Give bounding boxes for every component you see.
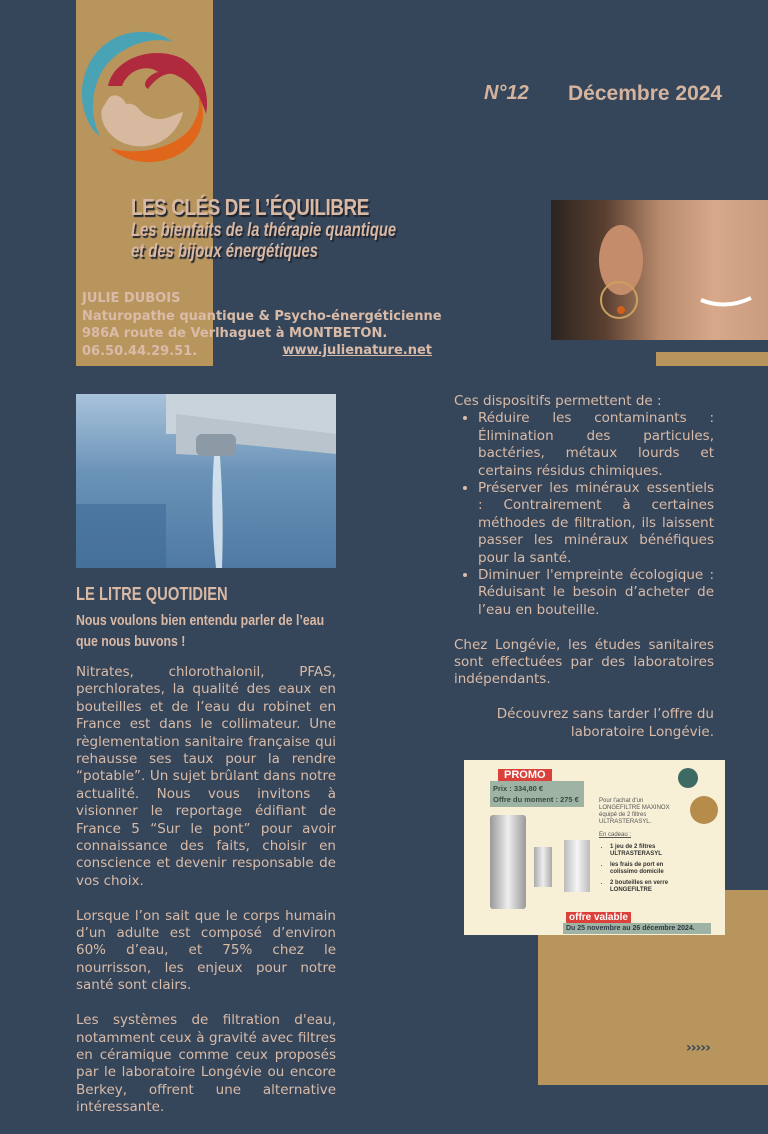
subtitle-line: Les bienfaits de la thérapie quantique — [131, 220, 397, 241]
portrait-photo — [551, 200, 768, 340]
paragraph — [76, 664, 336, 890]
gift-label: En cadeau : — [599, 832, 632, 838]
text: Découvrez sans tarder l’offre du — [496, 706, 714, 723]
contact-role: Naturopathe quantique & Psycho-énergéticienne — [82, 308, 442, 324]
article-subheading: Nous voulons bien entendu parler de l’eau que nous buvons ! — [76, 612, 325, 650]
next-page-chevrons[interactable]: ››››› — [686, 1040, 710, 1056]
ornament-icon — [678, 768, 698, 788]
article-right-column — [454, 393, 714, 741]
portrait-illustration — [551, 200, 768, 340]
gift-item: • 1 jeu de 2 filtres ULTRASTERASYL — [610, 844, 690, 858]
article-left-column — [76, 664, 336, 1134]
price-box — [490, 781, 584, 807]
sur-le-pont-link[interactable]: “Sur le pont” — [150, 820, 251, 837]
list-item: • Préserver les minéraux essentiels : Contrairement à certaines méthodes de filtration, ils laissent passer les minéraux bénéfiques pour la santé. — [478, 480, 714, 567]
contact-phone: 06.50.44.29.51. — [82, 343, 198, 359]
list-intro: Ces dispositifs permettent de : — [454, 393, 662, 409]
paragraph: Lorsque l’on sait que le corps humain d’un adulte est composé d’environ 60% d’eau, et 75% chez le nourrisson, les enjeux pour notre santé sont clairs. — [76, 907, 336, 994]
gift-item: • les frais de port en colissimo domicile — [610, 862, 690, 876]
list-item: • Diminuer l'empreinte écologique : Réduisant le besoin d’acheter de l’eau en bouteille. — [478, 567, 714, 619]
gold-accent-bar — [656, 352, 768, 366]
filter-cartridges-icon — [534, 847, 552, 887]
contact-address: 986A route de Verlhaguet à MONTBETON. — [82, 326, 388, 341]
ornament-icon — [690, 796, 718, 824]
issue-date: Décembre 2024 — [568, 82, 723, 105]
water-tap-photo — [76, 394, 336, 568]
glass-bottles-icon — [564, 840, 590, 892]
benefits-list — [478, 410, 714, 619]
longevie-link[interactable]: laboratoire Longévie — [570, 723, 710, 740]
promo-badge: PROMO — [498, 769, 552, 781]
issue-number: N°12 — [484, 82, 529, 104]
subtitle-line: et des bijoux énergétiques — [131, 241, 318, 262]
old-price: Prix : 334,80 € — [493, 784, 544, 793]
text: . — [709, 723, 714, 740]
paragraph: Les systèmes de filtration d'eau, notamment ceux à gravité avec filtres en céramique comme ceux proposés par le laboratoire Longévie ou encore Berkey, offrent une alternative intéressante. — [76, 1012, 336, 1116]
article-heading: LE LITRE QUOTIDIEN — [76, 584, 228, 604]
water-filter-icon — [490, 815, 526, 909]
valid-dates: Du 25 novembre au 26 décembre 2024. — [563, 923, 711, 934]
text: Nitrates, chlorothalonil, PFAS, perchlorates, la qualité des eaux en bouteilles et de l’eau du robinet en France est dans le collimateur. Une règlementation sanitaire française qui rehausse ses taux pour la rendre “potable”. Un sujet brûlant dans notre actualité. Nous vous invitons à visionner le reportage édifiant de France 5 — [76, 664, 336, 837]
newsletter-subtitle — [131, 220, 396, 262]
contact-block — [82, 290, 442, 360]
website-link[interactable]: www.julienature.net — [282, 343, 432, 358]
valid-badge: offre valable — [566, 912, 631, 923]
offer-price: Offre du moment : 275 € — [493, 795, 579, 804]
tap-illustration — [76, 394, 336, 568]
text: pour avoir connaissance des faits, choisir en conscience et devenir responsable de vos choix. — [76, 820, 336, 889]
logo — [78, 24, 214, 164]
list-item: • Réduire les contaminants : Élimination des particules, bactéries, métaux lourds et certains résidus chimiques. — [478, 410, 714, 480]
gift-item: • 2 bouteilles en verre LONGEFILTRE — [610, 880, 690, 894]
promo-description: Pour l'achat d'un LONGEFILTRE MAXINOX équipé de 2 filtres ULTRASTERASYL. — [599, 798, 670, 825]
contact-name: JULIE DUBOIS — [82, 291, 181, 306]
paragraph — [454, 706, 714, 741]
newsletter-title: LES CLÉS DE L’ÉQUILIBRE — [131, 194, 369, 220]
paragraph: Chez Longévie, les études sanitaires sont effectuées par des laboratoires indépendants. — [454, 636, 714, 688]
gift-list — [610, 844, 690, 894]
promo-image[interactable] — [464, 760, 725, 935]
